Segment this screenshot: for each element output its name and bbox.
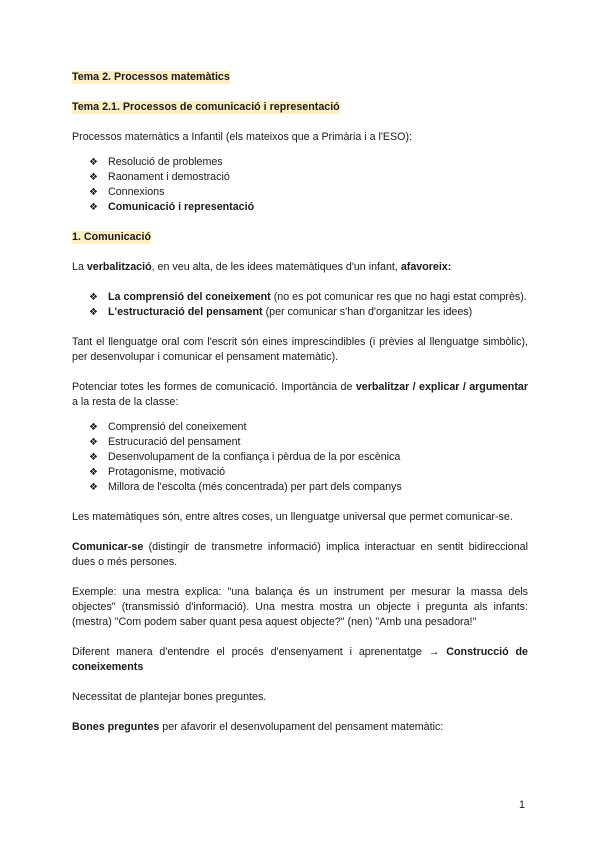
diamond-bullet-icon: ❖ — [89, 157, 98, 168]
heading-comunicacio: 1. Comunicació — [72, 231, 151, 243]
heading-tema-2: Tema 2. Processos matemàtics — [72, 71, 230, 83]
diamond-bullet-icon: ❖ — [89, 307, 98, 318]
diamond-bullet-icon: ❖ — [89, 172, 98, 183]
diamond-bullet-icon: ❖ — [89, 467, 98, 478]
potenciar-paragraph: Potenciar totes les formes de comunicació. Importància de verbalitzar / explicar / argumentar a la resta de la classe: — [72, 381, 528, 408]
list-item: ❖ Millora de l'escolta (més concentrada) per part dels companys — [89, 481, 402, 493]
diamond-bullet-icon: ❖ — [89, 422, 98, 433]
diamond-bullet-icon: ❖ — [89, 482, 98, 493]
page-number: 1 — [519, 799, 525, 811]
list-item: ❖ Desenvolupament de la confiança i pèrdua de la por escènica — [89, 451, 401, 463]
list-item: ❖ Comunicació i representació — [89, 201, 255, 213]
list-item: ❖ Comprensió del coneixement — [89, 421, 247, 433]
universal-paragraph: Les matemàtiques són, entre altres coses, un llenguatge universal que permet comunicar-se. — [72, 511, 513, 523]
llenguatge-paragraph: Tant el llenguatge oral com l'escrit són eines imprescindibles (i prèvies al llenguatge simbòlic), per desenvolupar i comunicar el pensament matemàtic). — [72, 336, 528, 363]
afavoreix-list — [72, 290, 528, 320]
bones-preguntes-paragraph: Bones preguntes per afavorir el desenvolupament del pensament matemàtic: — [72, 721, 444, 733]
verbalitzacio-paragraph: La verbalització, en veu alta, de les idees matemàtiques d'un infant, afavoreix: — [72, 261, 452, 273]
exemple-paragraph: Exemple: una mestra explica: "una balança és un instrument per mesurar la massa dels objectes" (transmissió d'informació). Una mestra mostra un objecte i pregunta als infants: (mestra) "Com podem saber quant pesa aquest objecte?" (nen) "Amb una pesadora!" — [72, 586, 528, 628]
diferent-paragraph: Diferent manera d'entendre el procés d'ensenyament i aprenentatge → Construcció de coneixements — [72, 646, 528, 673]
diamond-bullet-icon: ❖ — [89, 452, 98, 463]
list-item: ❖ Connexions — [89, 186, 165, 198]
comunicarse-paragraph: Comunicar-se (distingir de transmetre informació) implica interactuar en sentit bidireccional dues o més persones. — [72, 541, 528, 568]
necessitat-paragraph: Necessitat de plantejar bones preguntes. — [72, 691, 267, 703]
processos-list — [72, 155, 528, 215]
intro-paragraph: Processos matemàtics a Infantil (els mateixos que a Primària i a l'ESO): — [72, 131, 413, 143]
diamond-bullet-icon: ❖ — [89, 437, 98, 448]
list-item: ❖ Raonament i demostració — [89, 171, 230, 183]
diamond-bullet-icon: ❖ — [89, 292, 98, 303]
beneficis-list — [72, 420, 528, 495]
document-page — [72, 70, 528, 735]
list-item: ❖ Protagonisme, motivació — [89, 466, 226, 478]
heading-tema-2-1: Tema 2.1. Processos de comunicació i representació — [72, 101, 340, 113]
list-item: ❖ L'estructuració del pensament (per comunicar s'han d'organitzar les idees) — [89, 306, 473, 318]
diamond-bullet-icon: ❖ — [89, 187, 98, 198]
list-item: ❖ La comprensió del coneixement (no es pot comunicar res que no hagi estat comprès). — [89, 291, 527, 303]
list-item: ❖ Resolució de problemes — [89, 156, 223, 168]
diamond-bullet-icon: ❖ — [89, 202, 98, 213]
list-item: ❖ Estrucuració del pensament — [89, 436, 241, 448]
